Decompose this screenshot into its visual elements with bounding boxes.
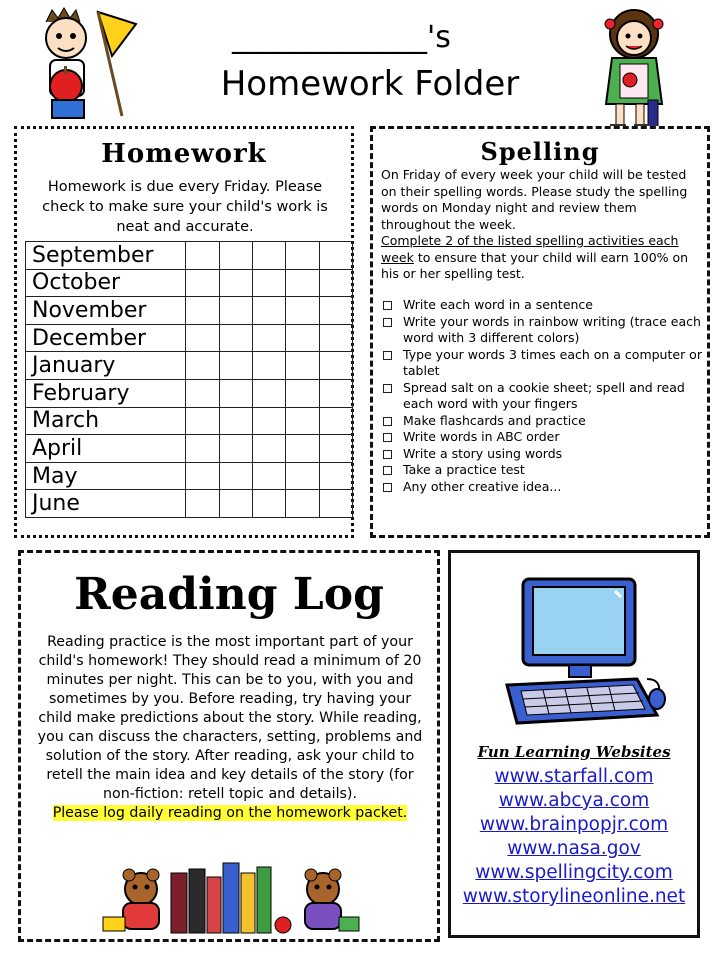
checkbox-square-icon: [383, 433, 392, 442]
website-link[interactable]: www.starfall.com: [494, 766, 654, 787]
homework-checkbox-cell[interactable]: [319, 297, 352, 325]
month-row: [26, 269, 353, 297]
spelling-intro-end-text: to ensure that your child will earn 100% on his or her spelling test.: [381, 249, 689, 281]
homework-checkbox-cell[interactable]: [319, 324, 352, 352]
spelling-activity-text: Take a practice test: [403, 462, 525, 477]
homework-checkbox-cell[interactable]: [186, 435, 219, 463]
homework-checkbox-cell[interactable]: [319, 269, 352, 297]
homework-checkbox-cell[interactable]: [253, 297, 286, 325]
spelling-activity-text: Write a story using words: [403, 445, 563, 461]
homework-checkbox-cell[interactable]: [219, 490, 252, 518]
computer-clipart: [497, 575, 667, 735]
homework-checkbox-cell[interactable]: [219, 269, 252, 297]
homework-checkbox-cell[interactable]: [186, 379, 219, 407]
homework-checkbox-cell[interactable]: [286, 462, 319, 490]
website-link[interactable]: www.spellingcity.com: [475, 862, 673, 883]
spelling-activity-text: Make flashcards and practice: [403, 412, 586, 428]
homework-checkbox-cell[interactable]: [186, 352, 219, 380]
spelling-activity-list: [379, 297, 707, 495]
checkbox-square-icon: [383, 351, 392, 360]
bears-and-books-clipart: [101, 859, 361, 935]
homework-checkbox-cell[interactable]: [186, 407, 219, 435]
homework-checkbox-cell[interactable]: [253, 242, 286, 270]
homework-checkbox-cell[interactable]: [219, 379, 252, 407]
homework-checkbox-cell[interactable]: [186, 269, 219, 297]
website-link[interactable]: www.abcya.com: [498, 790, 650, 811]
homework-checkbox-cell[interactable]: [286, 352, 319, 380]
checkbox-square-icon: [383, 483, 392, 492]
homework-checkbox-cell[interactable]: [286, 435, 319, 463]
month-row: [26, 297, 353, 325]
spelling-activity-text: Spread salt on a cookie sheet; spell and read each word with your fingers: [403, 379, 685, 411]
website-list-item: [451, 861, 697, 885]
website-link-list: [451, 765, 697, 909]
spelling-activity-item: [379, 479, 707, 496]
homework-checkbox-cell[interactable]: [253, 269, 286, 297]
month-row: [26, 407, 353, 435]
homework-checkbox-cell[interactable]: [186, 297, 219, 325]
homework-checkbox-cell[interactable]: [286, 269, 319, 297]
reading-log-panel: [18, 550, 440, 942]
websites-heading: Fun Learning Websites: [477, 743, 671, 761]
website-list-item: [451, 765, 697, 789]
homework-checkbox-cell[interactable]: [319, 435, 352, 463]
monthly-homework-table: [25, 241, 353, 518]
spelling-requirement-underlined: Complete 2 of the listed spelling activities each week: [381, 233, 679, 265]
checkbox-square-icon: [383, 318, 392, 327]
website-list-item: [451, 813, 697, 837]
website-list-item: [451, 837, 697, 861]
spelling-activity-item: [379, 462, 707, 479]
spelling-activity-item: [379, 380, 707, 413]
month-row: [26, 462, 353, 490]
month-label: April: [26, 435, 186, 463]
spelling-activity-text: Write words in ABC order: [403, 429, 560, 444]
homework-checkbox-cell[interactable]: [319, 462, 352, 490]
homework-checkbox-cell[interactable]: [253, 490, 286, 518]
spelling-activity-item: [379, 297, 707, 314]
month-label: March: [26, 407, 186, 435]
website-link[interactable]: www.nasa.gov: [507, 838, 641, 859]
homework-checkbox-cell[interactable]: [186, 490, 219, 518]
website-link[interactable]: www.brainpopjr.com: [479, 814, 669, 835]
spelling-activity-text: Any other creative idea...: [403, 478, 562, 494]
homework-checkbox-cell[interactable]: [253, 324, 286, 352]
spelling-activity-text: Write your words in rainbow writing (trace each word with 3 different colors): [403, 313, 701, 345]
homework-checkbox-cell[interactable]: [286, 490, 319, 518]
homework-checkbox-cell[interactable]: [219, 324, 252, 352]
month-row: [26, 435, 353, 463]
homework-checkbox-cell[interactable]: [286, 324, 319, 352]
spelling-activity-item: [379, 347, 707, 380]
homework-checkbox-cell[interactable]: [253, 352, 286, 380]
homework-checkbox-cell[interactable]: [219, 297, 252, 325]
spelling-heading: Spelling: [480, 137, 600, 166]
spelling-activity-item: [379, 429, 707, 446]
girl-with-apple-clipart: [596, 4, 672, 136]
homework-checkbox-cell[interactable]: [219, 352, 252, 380]
month-row: [26, 242, 353, 270]
spelling-intro-text: On Friday of every week your child will be tested on their spelling words. Please study the spelling words on Monday night and review them throughout the week.: [381, 167, 688, 232]
spelling-activity-item: [379, 314, 707, 347]
checkbox-square-icon: [383, 450, 392, 459]
homework-checkbox-cell[interactable]: [286, 242, 319, 270]
month-row: [26, 379, 353, 407]
homework-checkbox-cell[interactable]: [319, 407, 352, 435]
homework-checkbox-cell[interactable]: [219, 462, 252, 490]
homework-checkbox-cell[interactable]: [186, 324, 219, 352]
spelling-instructions: [381, 167, 703, 283]
homework-checkbox-cell[interactable]: [286, 297, 319, 325]
homework-checkbox-cell[interactable]: [253, 379, 286, 407]
boy-with-apple-clipart: [36, 4, 146, 120]
homework-checkbox-cell[interactable]: [319, 242, 352, 270]
homework-checkbox-cell[interactable]: [253, 462, 286, 490]
homework-instructions: Homework is due every Friday. Please check to make sure your child's work is neat and accurate.: [42, 179, 328, 235]
website-link[interactable]: www.storylineonline.net: [462, 886, 686, 907]
month-row: [26, 324, 353, 352]
homework-checkbox-cell[interactable]: [319, 379, 352, 407]
checkbox-square-icon: [383, 384, 392, 393]
homework-checkbox-cell[interactable]: [253, 435, 286, 463]
checkbox-square-icon: [383, 417, 392, 426]
learning-websites-panel: [448, 550, 700, 938]
spelling-activity-item: [379, 446, 707, 463]
homework-checkbox-cell[interactable]: [219, 242, 252, 270]
checkbox-square-icon: [383, 301, 392, 310]
page-title: Homework Folder: [220, 64, 520, 104]
month-label: June: [26, 490, 186, 518]
homework-checkbox-cell[interactable]: [219, 407, 252, 435]
spelling-panel: [370, 126, 710, 538]
homework-checkbox-cell[interactable]: [186, 462, 219, 490]
homework-checkbox-cell[interactable]: [286, 407, 319, 435]
month-label: October: [26, 269, 186, 297]
reading-log-text: [33, 633, 427, 823]
website-list-item: [451, 885, 697, 909]
month-label: December: [26, 324, 186, 352]
month-label: February: [26, 379, 186, 407]
month-label: September: [26, 242, 186, 270]
homework-heading: Homework: [101, 139, 267, 169]
spelling-activity-text: Write each word in a sentence: [403, 297, 593, 312]
homework-checkbox-cell[interactable]: [319, 352, 352, 380]
homework-checkbox-cell[interactable]: [186, 242, 219, 270]
month-label: May: [26, 462, 186, 490]
spelling-activity-item: [379, 413, 707, 430]
reading-highlighted-note: Please log daily reading on the homework packet.: [52, 805, 408, 821]
month-row: [26, 490, 353, 518]
spelling-activity-text: Type your words 3 times each on a computer or tablet: [403, 346, 702, 378]
month-row: [26, 352, 353, 380]
website-list-item: [451, 789, 697, 813]
checkbox-square-icon: [383, 466, 392, 475]
reading-log-heading: Reading Log: [74, 569, 384, 620]
homework-checkbox-cell[interactable]: [319, 490, 352, 518]
month-label: January: [26, 352, 186, 380]
homework-checkbox-cell[interactable]: [219, 435, 252, 463]
homework-checkbox-cell[interactable]: [286, 379, 319, 407]
homework-checkbox-cell[interactable]: [253, 407, 286, 435]
folder-name-line: _____________'s: [232, 20, 451, 55]
month-label: November: [26, 297, 186, 325]
homework-panel: [14, 126, 354, 538]
reading-instructions: Reading practice is the most important part of your child's homework! They should read a minimum of 20 minutes per night. This can be to you, with you and sometimes by you. Before reading, try having your child make predictions about the story. While reading, you can discuss the characters, setting, problems and solution of the story. After reading, ask your child to retell the main idea and key details of the story (for non-fiction: retell topic and details).: [37, 634, 423, 802]
